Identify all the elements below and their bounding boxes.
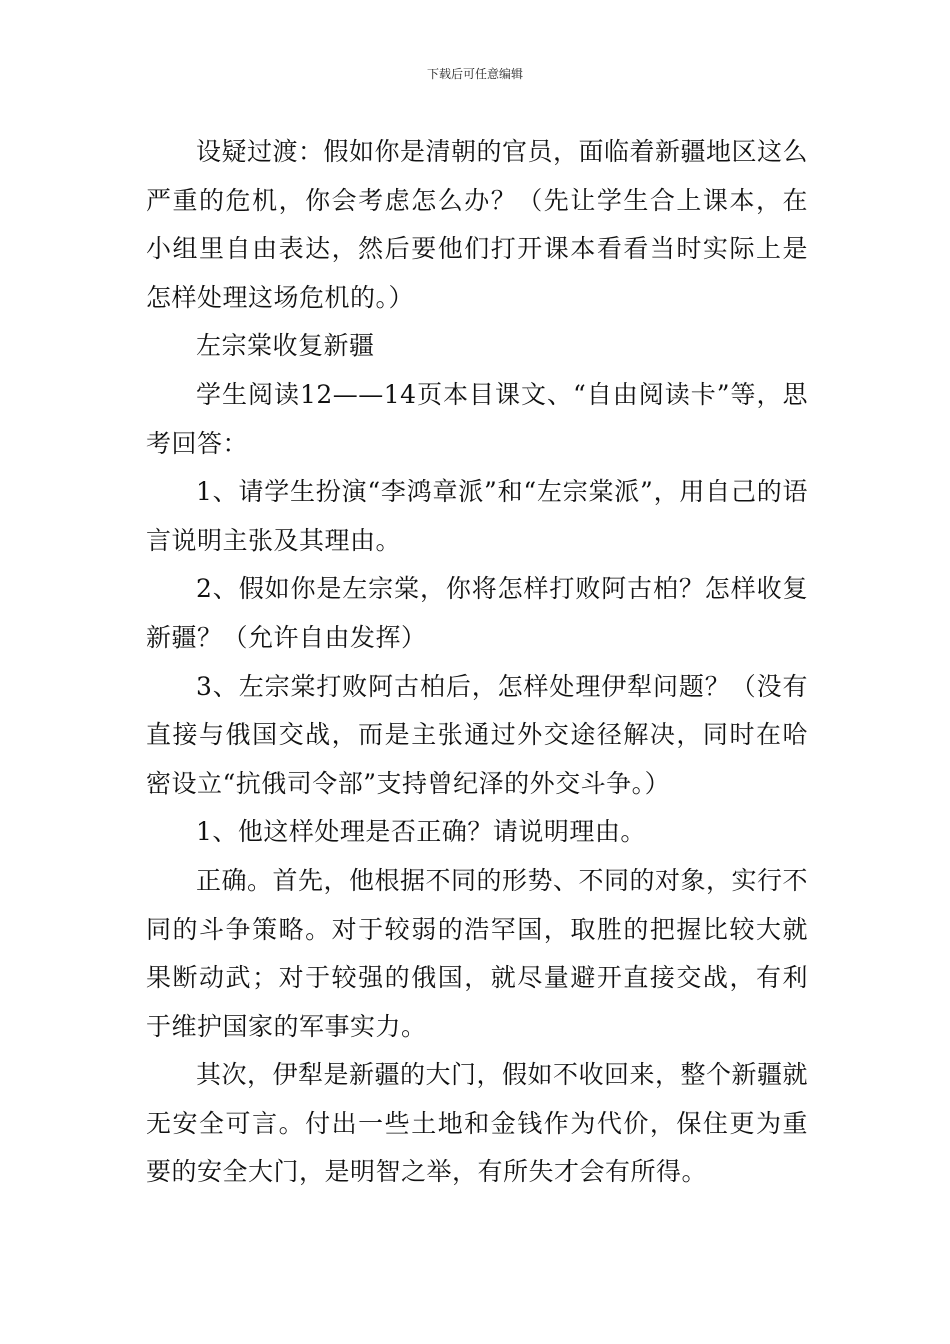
paragraph-answer-first: 正确。首先，他根据不同的形势、不同的对象，实行不同的斗争策略。对于较弱的浩罕国，取胜的把握比较大就果断动武；对于较强的俄国，就尽量避开直接交战，有利于维护国家的军事实力。 [146, 865, 809, 1041]
paragraph-question-2: 2、假如你是左宗棠，你将怎样打败阿古柏？怎样收复新疆？（允许自由发挥） [146, 574, 808, 652]
paragraph-reading-task: 学生阅读12——14页本目课文、“自由阅读卡”等，思考回答： [146, 379, 808, 458]
paragraph-answer-second: 其次，伊犁是新疆的大门，假如不收回来，整个新疆就无安全可言。付出一些土地和金钱作为代价，保住更为重要的安全大门，是明智之举，有所失才会有所得。 [146, 1060, 809, 1187]
page-header: 下载后可任意编辑 [426, 67, 523, 81]
document-body [146, 128, 808, 1197]
paragraph-section-heading: 左宗棠收复新疆 [196, 331, 375, 361]
paragraph-question-1: 1、请学生扮演“李鸿章派”和“左宗棠派”，用自己的语言说明主张及其理由。 [146, 477, 808, 555]
paragraph-question-3: 3、左宗棠打败阿古柏后，怎样处理伊犁问题？（没有直接与俄国交战，而是主张通过外交途径解决，同时在哈密设立“抗俄司令部”支持曾纪泽的外交斗争。） [146, 671, 808, 798]
paragraph-subquestion-1: 1、他这样处理是否正确？请说明理由。 [196, 817, 646, 847]
paragraph-transition-question: 设疑过渡：假如你是清朝的官员，面临着新疆地区这么严重的危机，你会考虑怎么办？（先让学生合上课本，在小组里自由表达，然后要他们打开课本看看当时实际上是怎样处理这场危机的。） [146, 137, 809, 312]
